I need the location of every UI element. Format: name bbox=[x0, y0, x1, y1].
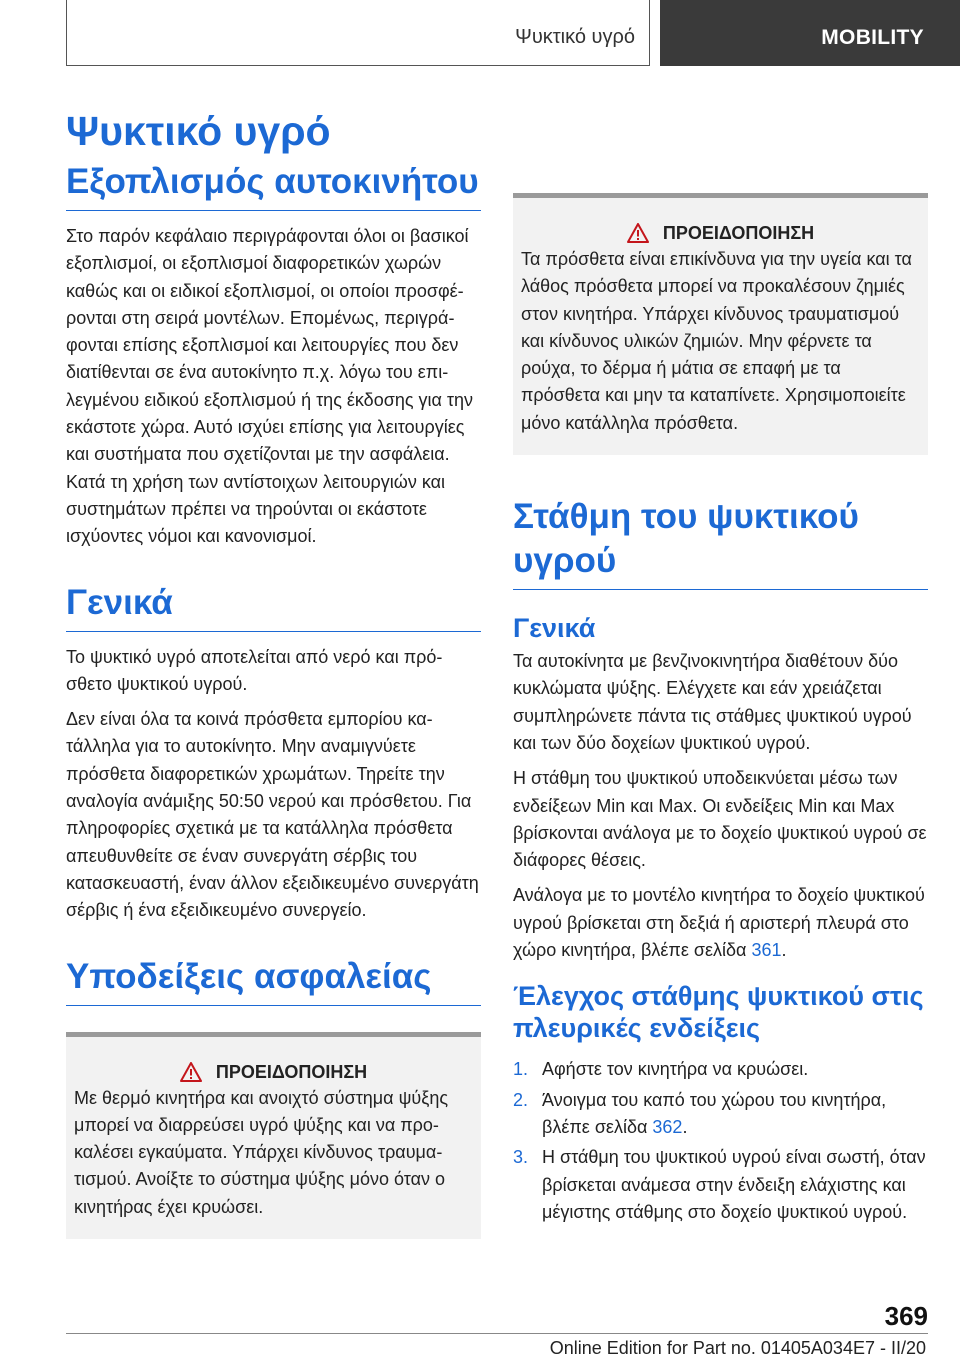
warning-header bbox=[74, 1061, 473, 1083]
list-item: 2. Άνοιγμα του καπό του χώρου του κινητήρα, βλέπε σελίδα 362. bbox=[513, 1087, 928, 1142]
header-section-box bbox=[66, 0, 650, 66]
page-title: Ψυκτικό υγρό bbox=[66, 108, 331, 154]
warning-label: ΠΡΟΕΙΔΟΠΟΙΗΣΗ bbox=[662, 223, 815, 243]
header-chapter-tab bbox=[660, 0, 960, 66]
warning-box-right bbox=[513, 193, 928, 455]
left-column bbox=[66, 160, 481, 1239]
warning-label: ΠΡΟΕΙΔΟΠΟΙΗΣΗ bbox=[215, 1061, 368, 1082]
list-item: 1. Αφήστε τον κινητήρα να κρυώσει. bbox=[513, 1056, 928, 1083]
page-number: 369 bbox=[884, 1301, 928, 1331]
equipment-text: Στο παρόν κεφάλαιο περιγράφονται όλοι οι βασικοί εξοπλισμοί, οι εξοπλισμοί διαφορετικών χωρών καθώς και οι ειδικοί εξοπλισμοί, οι οποίοι προσφέρονται στη σειρά μοντέλων. Επομένως, περιγράφονται επίσης εξοπλισμοί και λειτουργίες που δεν διατίθενται σε ένα αυτοκίνητο π.χ. λόγω του επιλεγμένου ειδικού εξοπλισμού ή της έκδοσης για την εκάστοτε χώρα. Αυτό ισχύει επίσης για λειτουργίες και συστήματα που σχετίζονται με την ασφάλεια. Κατά τη χρήση των αντίστοιχων λειτουργιών και συστημάτων πρέπει να τηρούνται οι εκάστοτε ισχύοντες νόμοι και κανονισμοί. bbox=[66, 226, 474, 547]
header-section-title: Ψυκτικό υγρό bbox=[515, 26, 635, 48]
general-heading: Γενικά bbox=[66, 581, 481, 632]
safety-heading: Υποδείξεις ασφαλείας bbox=[66, 955, 481, 1006]
equipment-heading: Εξοπλισμός αυτοκινήτου bbox=[66, 160, 481, 211]
level-paragraph-3: Ανάλογα με το μοντέλο κινητήρα το δοχείο ψυκτικού υγρού βρίσκεται στη δεξιά ή αριστερή πλευρά στο χώρο κινητήρα, βλέπε σελίδα 361. bbox=[513, 885, 925, 961]
level-subheading: Γενικά bbox=[513, 613, 596, 644]
page-link-361[interactable]: 361 bbox=[751, 940, 782, 961]
warning-triangle-icon bbox=[180, 1062, 202, 1082]
list-item: 3. Η στάθμη του ψυκτικού υγρού είναι σωστή, όταν βρίσκεται ανάμεσα στην ένδειξη ελάχιστης και μέγιστης στάθμης στο δοχείο ψυκτικού υγρού. bbox=[513, 1144, 928, 1226]
warning-header bbox=[521, 222, 920, 244]
warning-text: Τα πρόσθετα είναι επικίνδυνα για την υγεία και τα λάθος πρόσθετα μπορεί να προκαλέσουν ζημιές στον κινητήρα. Υπάρχει κίνδυνος τραυματισμού και κίνδυνος υλικών ζημιών. Μην φέρνετε τα ρούχα, το δέρμα ή μάτια σε επαφή με τα πρόσθετα και μην τα καταπίνετε. Χρησιμοποιείτε μόνο κατάλληλα πρόσθετα. bbox=[521, 249, 912, 433]
warning-triangle-icon bbox=[627, 223, 649, 243]
general-paragraph-1: Το ψυκτικό υγρό αποτελείται από νερό και πρόσθετο ψυκτικού υγρού. bbox=[66, 646, 443, 694]
level-paragraph-1: Τα αυτοκίνητα με βενζινοκινητήρα διαθέτουν δύο κυκλώματα ψύξης. Ελέγχετε και εάν χρειάζεται συμπληρώνετε πάντα τις στάθμες ψυκτικού υγρού και των δύο δοχείων ψυκτικού υγρού. bbox=[513, 651, 912, 753]
warning-text: Με θερμό κινητήρα και ανοιχτό σύστημα ψύξης μπορεί να διαρρεύσει υγρό ψύξης και να προκαλέσει εγκαύματα. Υπάρχει κίνδυνος τραυματισμού. Ανοίξτε το σύστημα ψύξης μόνο όταν ο κινητήρας έχει κρυώσει. bbox=[74, 1087, 449, 1217]
level-paragraph-2: Η στάθμη του ψυκτικού υποδεικνύεται μέσω των ενδείξεων Min και Max. Οι ενδείξεις Min και Max βρίσκονται ανάλογα με το δοχείο ψυκτικού υγρού σε διάφορες θέσεις. bbox=[513, 768, 927, 871]
step-number: 3. bbox=[513, 1147, 529, 1168]
general-paragraph-2: Δεν είναι όλα τα κοινά πρόσθετα εμπορίου κατάλληλα για το αυτοκίνητο. Μην αναμιγνύετε πρόσθετα διαφορετικών χρωμάτων. Τηρείτε την αναλογία ανάμιξης 50:50 νερού και πρόσθετου. Για πληροφορίες σχετικά με τα κατάλληλα πρόσθετα απευθυνθείτε σε έναν συνεργάτη σέρβις του κατασκευαστή, έναν άλλον εξειδικευμένο συνεργάτη σέρβις ή ένα εξειδικευμένο συνεργείο. bbox=[66, 709, 479, 921]
level-heading: Στάθμη του ψυκτικού υγρού bbox=[513, 495, 928, 590]
check-steps-list bbox=[513, 1056, 928, 1226]
header-chapter-label: MOBILITY bbox=[821, 26, 924, 49]
footer-divider bbox=[66, 1333, 928, 1334]
right-column bbox=[513, 193, 928, 1229]
warning-box-left bbox=[66, 1032, 481, 1239]
check-heading: Έλεγχος στάθμης ψυκτικού στις πλευρικές ενδείξεις bbox=[513, 981, 924, 1044]
page-link-362[interactable]: 362 bbox=[652, 1116, 683, 1137]
step-number: 2. bbox=[513, 1089, 529, 1110]
step-number: 1. bbox=[513, 1059, 529, 1080]
footer-edition: Online Edition for Part no. 01405A034E7 - II/20 bbox=[549, 1338, 926, 1358]
